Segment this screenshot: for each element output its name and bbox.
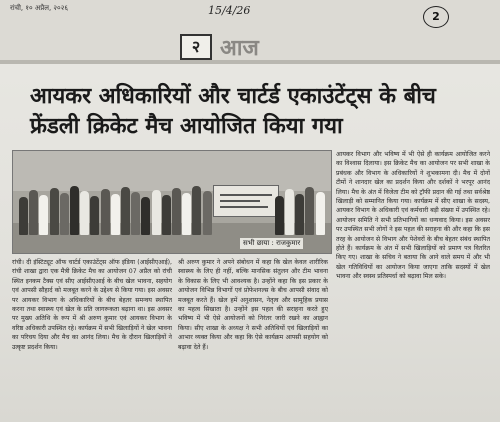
masthead-number: २ — [180, 34, 212, 60]
player-figure — [172, 188, 181, 235]
banner-text-line — [220, 206, 268, 208]
player-figure — [70, 186, 79, 235]
player-figure — [131, 192, 140, 235]
player-figure — [29, 190, 38, 235]
photo-caption: सभी छाया : राजकुमार — [240, 238, 303, 249]
player-figure — [39, 195, 48, 235]
player-figure — [192, 186, 201, 235]
player-figure — [19, 197, 28, 235]
player-figure — [162, 195, 171, 235]
masthead — [180, 34, 360, 61]
player-figure — [285, 189, 294, 235]
player-figure — [152, 190, 161, 235]
player-figure — [182, 193, 191, 235]
article-column-1: रांची। दी इंस्टिट्यूट ऑफ चार्टर्ड एकाउंटेंट्स ऑफ इंडिया (आईसीएआई), रांची शाखा द्वारा एक मैत्री क्रिकेट मैच का आयोजन 07 अप्रैल को रांची स्थित इनकम टैक्स एवं सीए आईसीएआई के बीच खेल भावना, सहयोग एवं आपसी सौहार्द को मजबूत करने के उद्देश्य से किया गया। इस अवसर पर आयकर विभाग के अधिकारियों के बीच बेहतर समन्वय स्थापित करना तथा स्वास्थ्य एवं खेल के प्रति जागरूकता बढ़ाना था। इस अवसर पर मुख्य अतिथि के रूप में श्री अरुण कुमार एवं आयकर विभाग के वरिष्ठ अधिकारी उपस्थित रहे। कार्यक्रम में सभी खिलाड़ियों ने खेल भावना का परिचय दिया और मैच का आनंद लिया। मैच के दौरान खिलाड़ियों ने उत्कृष्ट प्रदर्शन किया। — [12, 259, 172, 351]
banner-text-line — [220, 194, 272, 196]
player-figure — [203, 191, 212, 235]
article-column-3: आयकर विभाग और भविष्य में भी ऐसे ही कार्यक्रम आयोजित करने का विश्वास दिलाया। इस क्रिकेट मैच का आयोजन पर सभी शाखा के प्रबंधक और विभाग के अधिकारियों ने शुभकामना दी। मैच में दोनों टीमों ने शानदार खेल का प्रदर्शन किया और दर्शकों ने भरपूर आनंद लिया। मैच के अंत में विजेता टीम को ट्रॉफी प्रदान की गई तथा सर्वश्रेष्ठ खिलाड़ी को सम्मानित किया गया। कार्यक्रम में सीए शाखा के सदस्य, आयकर विभाग के अधिकारी एवं कर्मचारी बड़ी संख्या में उपस्थित रहे। आयोजन समिति ने सभी प्रतिभागियों का धन्यवाद किया। इस अवसर पर उपस्थित सभी लोगों ने इस पहल की सराहना की और कहा कि इस तरह के आयोजन से विभाग और पेशेवरों के बीच बेहतर संबंध स्थापित होते हैं। कार्यक्रम के अंत में सभी खिलाड़ियों को प्रमाण पत्र वितरित किए गए। शाखा के सचिव ने बताया कि आने वाले समय में और भी खेल गतिविधियों का आयोजन किया जाएगा ताकि सदस्यों में खेल भावना और स्वस्थ प्रतिस्पर्धा को बढ़ावा मिल सके। — [336, 151, 490, 281]
photo-sky — [13, 151, 331, 191]
masthead-word: आज — [220, 36, 259, 61]
player-figure — [50, 188, 59, 235]
article-column-2: श्री अरुण कुमार ने अपने संबोधन में कहा कि खेल केवल शारीरिक स्वास्थ्य के लिए ही नहीं, बल्कि मानसिक संतुलन और टीम भावना के विकास के लिए भी आवश्यक है। उन्होंने कहा कि इस प्रकार के आयोजन विभिन्न विभागों एवं प्रोफेशनल्स के बीच आपसी संवाद को मजबूत करते हैं। खेल हमें अनुशासन, नेतृत्व और सामूहिक प्रयास का महत्व सिखाता है। उन्होंने इस पहल की सराहना करते हुए भविष्य में भी ऐसे आयोजनों को निरंतर जारी रखने का आह्वान किया। सीए शाखा के अध्यक्ष ने सभी अतिथियों एवं खिलाड़ियों का आभार व्यक्त किया और कहा कि ऐसे कार्यक्रम आपसी सहयोग को बढ़ावा देते हैं। — [178, 259, 328, 351]
player-figure — [295, 194, 304, 235]
handwritten-date: 15/4/26 — [208, 4, 251, 17]
player-figure — [111, 194, 120, 235]
player-figure — [275, 196, 284, 235]
headline: आयकर अधिकारियों और चार्टर्ड एकाउंटेंट्स के बीच फ्रेंडली क्रिकेट मैच आयोजित किया गया — [30, 84, 436, 139]
banner-text-line — [220, 200, 260, 202]
player-figure — [80, 191, 89, 235]
page-marker-circle: 2 — [423, 6, 449, 28]
dateline: रांची, १० अप्रैल, २०२६ — [10, 4, 68, 12]
player-figure — [121, 187, 130, 235]
player-figure — [90, 196, 99, 235]
player-figure — [60, 193, 69, 235]
photo-banner — [213, 185, 279, 217]
player-figure — [316, 192, 325, 235]
player-figure — [141, 197, 150, 235]
player-figure — [305, 187, 314, 235]
player-figure — [101, 189, 110, 235]
